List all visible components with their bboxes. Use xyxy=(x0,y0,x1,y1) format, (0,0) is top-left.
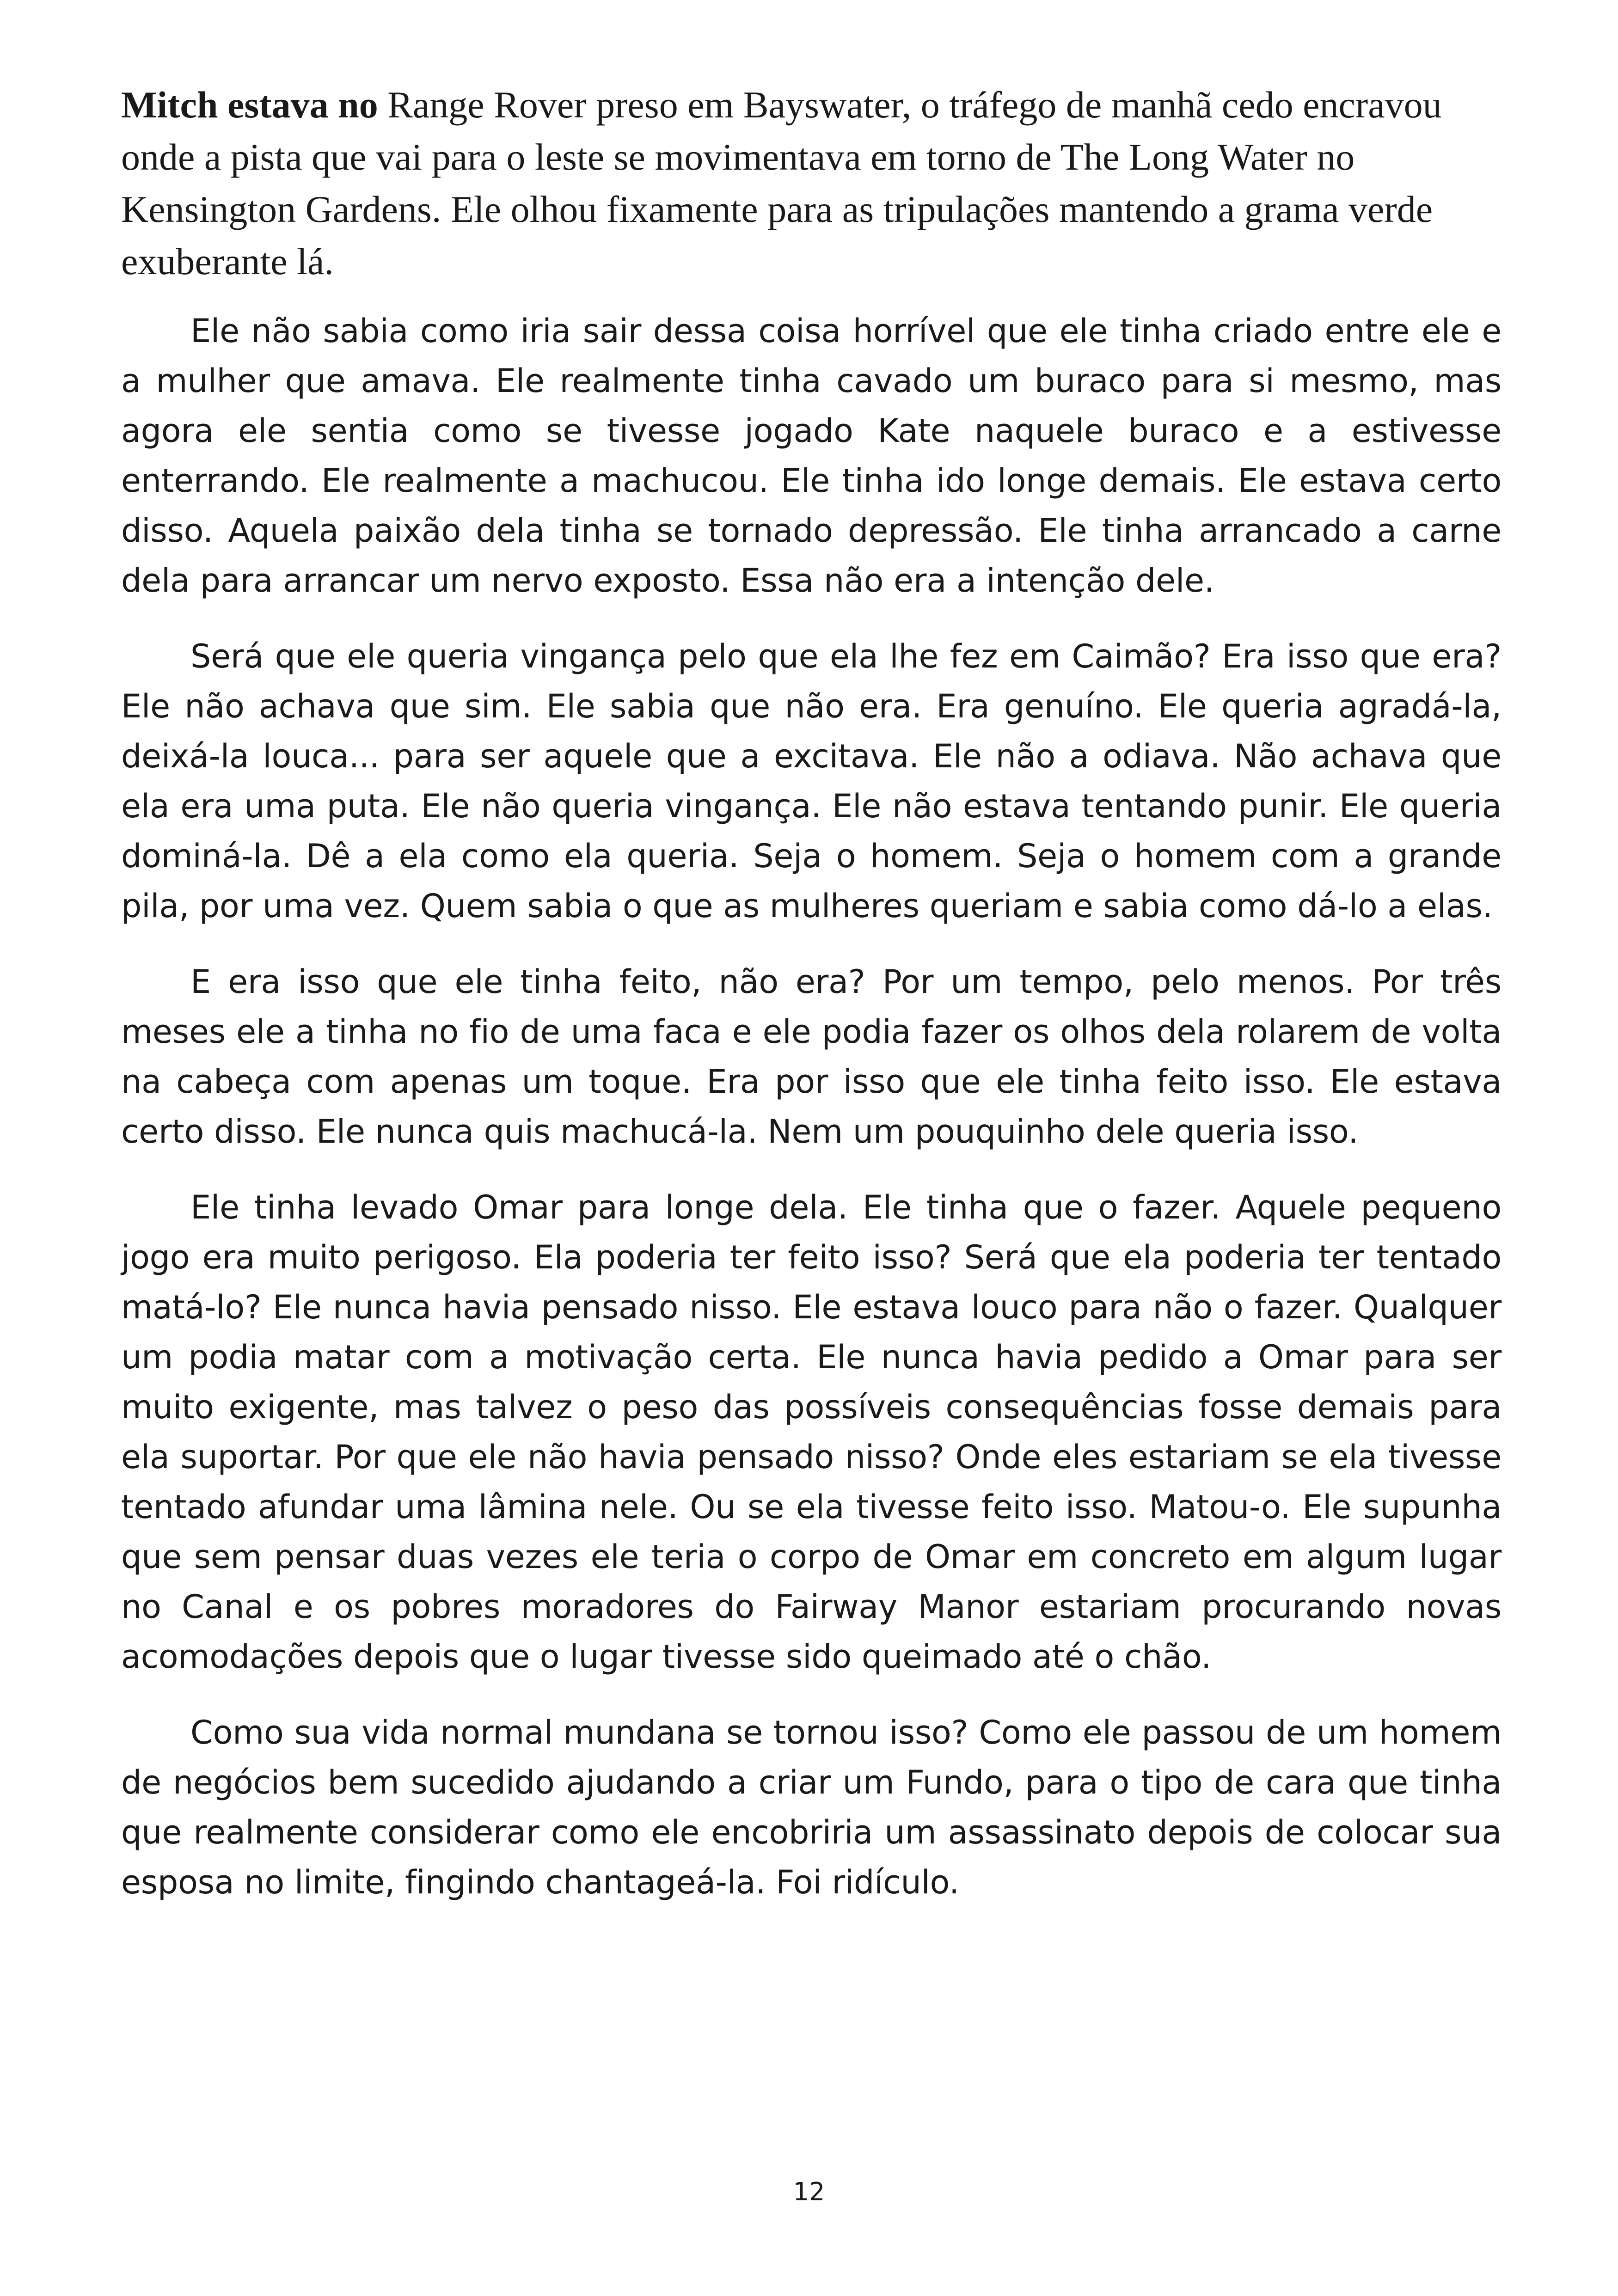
body-paragraph: Ele não sabia como iria sair dessa coisa horrível que ele tinha criado entre ele e a mulher que amava. Ele realmente tinha cavado um buraco para si mesmo, mas agora ele sentia como se tivesse jogado Kate naquele buraco e a estivesse enterrando. Ele realmente a machucou. Ele tinha ido longe demais. Ele estava certo disso. Aquela paixão dela tinha se tornado depressão. Ele tinha arrancado a carne dela para arrancar um nervo exposto. Essa não era a intenção dele. xyxy=(121,312,1502,600)
body-paragraph: E era isso que ele tinha feito, não era? Por um tempo, pelo menos. Por três meses ele a tinha no fio de uma faca e ele podia fazer os olhos dela rolarem de volta na cabeça com apenas um toque. Era por isso que ele tinha feito isso. Ele estava certo disso. Ele nunca quis machucá-la. Nem um pouquinho dele queria isso. xyxy=(121,963,1502,1151)
page-number: 12 xyxy=(793,2177,825,2206)
opening-text: Range Rover preso em Bayswater, o tráfego de manhã cedo encravou onde a pista que vai para o leste se movimentava em torno de The Long Water no Kensington Gardens. Ele olhou fixamente para as tripulações mantendo a grama verde exuberante lá. xyxy=(121,84,1442,282)
body-paragraph: Será que ele queria vingança pelo que ela lhe fez em Caimão? Era isso que era? Ele não achava que sim. Ele sabia que não era. Era genuíno. Ele queria agradá-la, deixá-la louca... para ser aquele que a excitava. Ele não a odiava. Não achava que ela era uma puta. Ele não queria vingança. Ele não estava tentando punir. Ele queria dominá-la. Dê a ela como ela queria. Seja o homem. Seja o homem com a grande pila, por uma vez. Quem sabia o que as mulheres queriam e sabia como dá-lo a elas. xyxy=(121,637,1502,925)
body-paragraph: Ele tinha levado Omar para longe dela. Ele tinha que o fazer. Aquele pequeno jogo era muito perigoso. Ela poderia ter feito isso? Será que ela poderia ter tentado matá-lo? Ele nunca havia pensado nisso. Ele estava louco para não o fazer. Qualquer um podia matar com a motivação certa. Ele nunca havia pedido a Omar para ser muito exigente, mas talvez o peso das possíveis consequências fosse demais para ela suportar. Por que ele não havia pensado nisso? Onde eles estariam se ela tivesse tentado afundar uma lâmina nele. Ou se ela tivesse feito isso. Matou-o. Ele supunha que sem pensar duas vezes ele teria o corpo de Omar em concreto em algum lugar no Canal e os pobres moradores do Fairway Manor estariam procurando novas acomodações depois que o lugar tivesse sido queimado até o chão. xyxy=(121,1188,1502,1676)
opening-paragraph xyxy=(121,79,1502,288)
opening-lead-in: Mitch estava no xyxy=(121,84,378,126)
body-paragraph: Como sua vida normal mundana se tornou isso? Como ele passou de um homem de negócios bem sucedido ajudando a criar um Fundo, para o tipo de cara que tinha que realmente considerar como ele encobriria um assassinato depois de colocar sua esposa no limite, fingindo chantageá-la. Foi ridículo. xyxy=(121,1714,1502,1901)
page-content xyxy=(121,79,1502,1933)
